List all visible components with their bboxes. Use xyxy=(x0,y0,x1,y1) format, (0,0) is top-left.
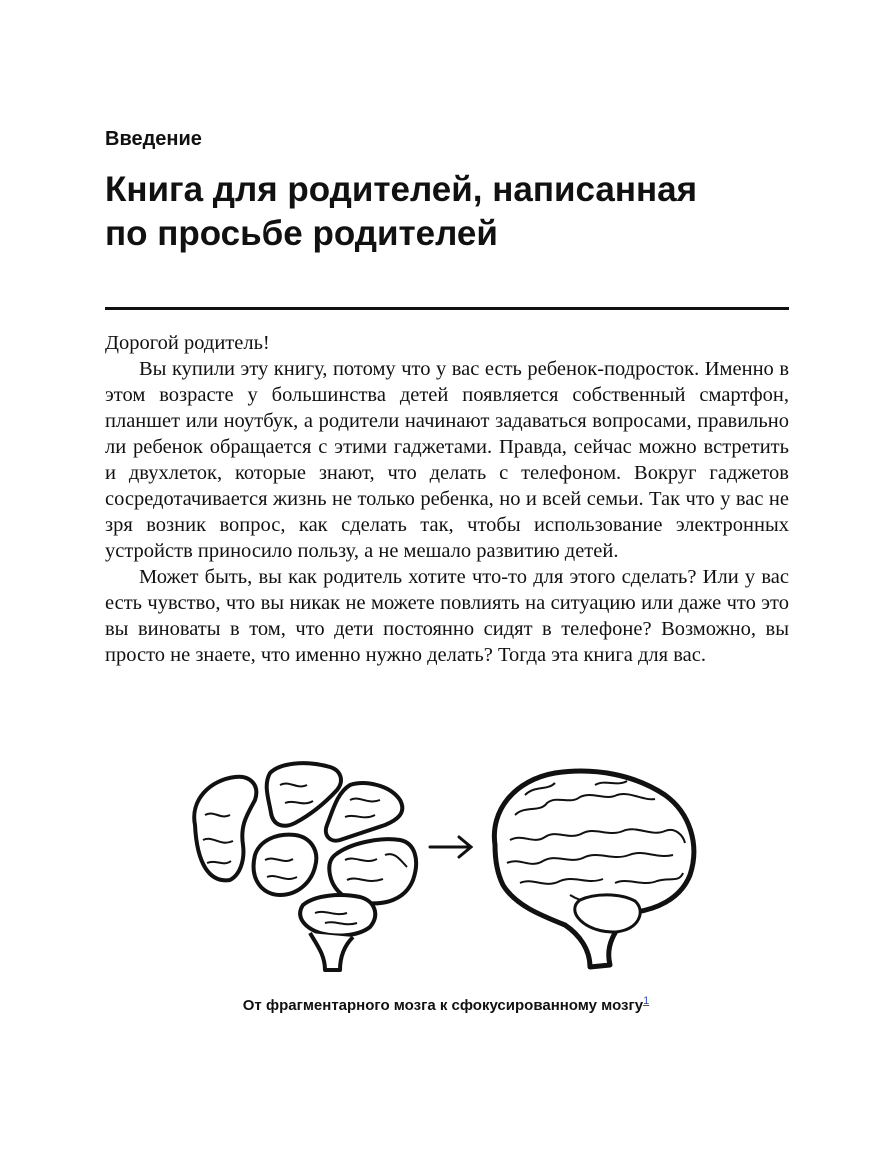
focused-brain-icon xyxy=(494,771,693,967)
footnote-link[interactable]: 1 xyxy=(643,995,650,1007)
brain-illustration xyxy=(185,755,715,980)
title-divider xyxy=(105,307,789,310)
arrow-right-icon xyxy=(430,837,471,857)
body-text xyxy=(105,330,789,668)
figure-caption xyxy=(0,995,892,1014)
section-label: Введение xyxy=(105,128,202,150)
paragraph-2: Может быть, вы как родитель хотите что-то для этого сделать? Или у вас есть чувство, что вы никак не можете повлиять на ситуацию или даже что это вы виноваты в том, что дети постоянно сидят в телефоне? Возможно, вы просто не знаете, что именно нужно делать? Тогда эта книга для вас. xyxy=(105,566,789,666)
paragraph-1: Вы купили эту книгу, потому что у вас есть ребенок-подросток. Именно в этом возрасте у большинства детей появляется собственный смартфон, планшет или ноутбук, а родители начинают задаваться вопросами, правильно ли ребенок обращается с этими гаджетами. Правда, сейчас можно встретить и двухлеток, которые знают, что делать с телефоном. Вокруг гаджетов сосредотачивается жизнь не только ребенка, но и всей семьи. Так что у вас не зря возник вопрос, как сделать так, чтобы использование электронных устройств приносило пользу, а не мешало развитию детей. xyxy=(105,358,789,562)
chapter-title-line-2: по просьбе родителей xyxy=(105,214,498,253)
chapter-title xyxy=(105,168,805,256)
fragmented-brain-icon xyxy=(194,763,416,970)
figure-caption-text: От фрагментарного мозга к сфокусированному мозгу xyxy=(242,997,644,1014)
chapter-title-line-1: Книга для родителей, написанная xyxy=(105,170,698,209)
greeting: Дорогой родитель! xyxy=(105,332,270,354)
